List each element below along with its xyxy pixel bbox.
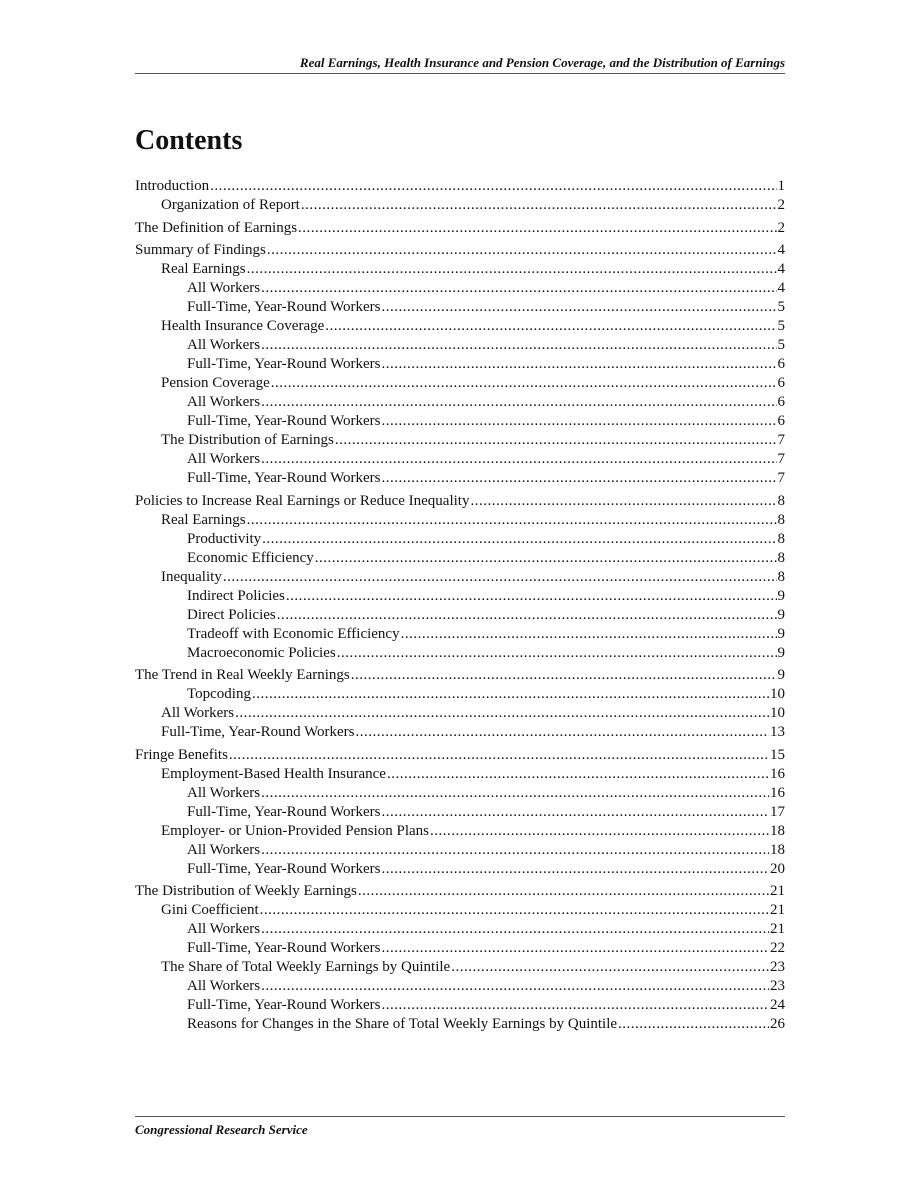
toc-entry-label: Tradeoff with Economic Efficiency <box>187 625 400 642</box>
toc-entry[interactable] <box>135 355 785 374</box>
toc-dot-leader <box>286 587 777 606</box>
toc-entry-page-number: 6 <box>777 356 785 372</box>
page-title: Contents <box>135 125 243 156</box>
toc-entry-label: All Workers <box>187 451 261 467</box>
toc-entry-label: Policies to Increase Real Earnings or Reduce Inequality <box>135 492 470 509</box>
toc-entry-label: The Distribution of Weekly Earnings <box>135 883 357 899</box>
toc-dot-leader <box>298 219 776 238</box>
toc-entry-page-number: 8 <box>777 511 785 528</box>
toc-entry-label: Topcoding <box>187 686 251 702</box>
toc-entry[interactable] <box>135 784 785 803</box>
toc-entry-page-number: 9 <box>777 606 785 623</box>
toc-entry-page-number: 16 <box>770 784 785 801</box>
toc-dot-leader <box>430 822 769 841</box>
toc-dot-leader <box>301 196 777 215</box>
toc-entry-page-number: 26 <box>770 1016 785 1032</box>
toc-dot-leader <box>247 260 777 279</box>
toc-entry-label: Full-Time, Year-Round Workers <box>187 940 381 956</box>
toc-entry-page-number: 6 <box>777 394 785 410</box>
toc-entry[interactable] <box>135 374 785 393</box>
toc-entry[interactable] <box>135 644 785 663</box>
toc-entry-label: Employment-Based Health Insurance <box>161 765 386 782</box>
toc-entry-page-number: 2 <box>777 219 785 236</box>
toc-dot-leader <box>470 492 776 511</box>
toc-dot-leader <box>271 374 777 393</box>
toc-entry[interactable] <box>135 298 785 317</box>
toc-entry[interactable] <box>135 841 785 860</box>
toc-dot-leader <box>261 784 769 803</box>
toc-dot-leader <box>382 355 777 374</box>
toc-entry-page-number: 22 <box>770 940 785 956</box>
toc-dot-leader <box>262 530 776 549</box>
toc-entry[interactable] <box>135 958 785 977</box>
toc-entry-page-number: 5 <box>777 299 785 315</box>
toc-entry-label: All Workers <box>187 841 261 858</box>
toc-entry[interactable] <box>135 704 785 723</box>
toc-entry[interactable] <box>135 822 785 841</box>
toc-dot-leader <box>235 704 769 723</box>
toc-dot-leader <box>261 450 776 469</box>
toc-entry-label: The Distribution of Earnings <box>161 432 334 448</box>
toc-entry[interactable] <box>135 1015 785 1034</box>
toc-entry[interactable] <box>135 530 785 549</box>
toc-dot-leader <box>315 549 777 568</box>
toc-dot-leader <box>261 977 769 996</box>
toc-entry-page-number: 4 <box>777 261 785 277</box>
toc-entry[interactable] <box>135 511 785 530</box>
toc-entry-label: All Workers <box>187 921 261 937</box>
toc-entry-page-number: 24 <box>770 997 785 1013</box>
toc-entry-page-number: 10 <box>770 705 785 721</box>
toc-entry-label: Fringe Benefits <box>135 746 228 763</box>
toc-entry[interactable] <box>135 196 785 215</box>
toc-entry[interactable] <box>135 996 785 1015</box>
toc-entry-label: Inequality <box>161 568 222 585</box>
toc-entry-label: Full-Time, Year-Round Workers <box>187 356 381 372</box>
toc-entry[interactable] <box>135 241 785 260</box>
toc-dot-leader <box>277 606 777 625</box>
toc-entry[interactable] <box>135 882 785 901</box>
toc-entry-page-number: 15 <box>770 746 785 763</box>
toc-dot-leader <box>382 939 769 958</box>
toc-dot-leader <box>382 412 777 431</box>
toc-dot-leader <box>267 241 777 260</box>
toc-entry-page-number: 8 <box>777 549 785 566</box>
toc-dot-leader <box>382 860 769 879</box>
toc-entry-label: Full-Time, Year-Round Workers <box>187 803 381 820</box>
toc-dot-leader <box>382 298 777 317</box>
toc-entry-page-number: 23 <box>770 959 785 975</box>
toc-dot-leader <box>261 393 776 412</box>
toc-entry[interactable] <box>135 685 785 704</box>
toc-entry-label: Full-Time, Year-Round Workers <box>187 413 381 429</box>
toc-dot-leader <box>382 803 769 822</box>
toc-dot-leader <box>325 317 776 336</box>
toc-dot-leader <box>247 511 777 530</box>
toc-entry[interactable] <box>135 606 785 625</box>
toc-dot-leader <box>401 625 777 644</box>
toc-entry-label: Real Earnings <box>161 261 246 277</box>
toc-dot-leader <box>337 644 777 663</box>
toc-dot-leader <box>335 431 777 450</box>
toc-entry[interactable] <box>135 587 785 606</box>
toc-entry-label: The Trend in Real Weekly Earnings <box>135 667 350 683</box>
toc-entry-label: All Workers <box>187 978 261 994</box>
toc-entry-page-number: 21 <box>770 921 785 937</box>
toc-dot-leader <box>261 279 776 298</box>
toc-entry[interactable] <box>135 431 785 450</box>
toc-entry-page-number: 4 <box>777 280 785 296</box>
toc-entry-page-number: 20 <box>770 860 785 877</box>
toc-entry[interactable] <box>135 920 785 939</box>
toc-entry-page-number: 13 <box>770 724 785 740</box>
toc-entry-label: The Definition of Earnings <box>135 219 298 236</box>
toc-dot-leader <box>252 685 769 704</box>
toc-entry-page-number: 5 <box>777 337 785 353</box>
toc-entry[interactable] <box>135 549 785 568</box>
toc-entry-label: Full-Time, Year-Round Workers <box>187 470 381 486</box>
toc-entry-page-number: 9 <box>777 667 785 683</box>
toc-dot-leader <box>210 177 776 196</box>
toc-dot-leader <box>261 336 776 355</box>
toc-entry[interactable] <box>135 393 785 412</box>
toc-dot-leader <box>261 920 769 939</box>
toc-entry-label: All Workers <box>187 337 261 353</box>
toc-entry-page-number: 17 <box>770 803 785 820</box>
toc-dot-leader <box>618 1015 769 1034</box>
toc-entry-label: Macroeconomic Policies <box>187 644 336 661</box>
toc-entry-label: Productivity <box>187 530 262 547</box>
toc-dot-leader <box>358 882 769 901</box>
table-of-contents <box>135 177 785 1034</box>
toc-entry[interactable] <box>135 568 785 587</box>
toc-entry-label: All Workers <box>187 280 261 296</box>
toc-dot-leader <box>351 666 777 685</box>
toc-entry[interactable] <box>135 260 785 279</box>
toc-entry-label: Real Earnings <box>161 511 246 528</box>
toc-entry[interactable] <box>135 765 785 784</box>
toc-entry-page-number: 8 <box>777 492 785 509</box>
toc-entry-page-number: 10 <box>770 686 785 702</box>
toc-dot-leader <box>260 901 769 920</box>
toc-entry[interactable] <box>135 860 785 879</box>
toc-entry[interactable] <box>135 450 785 469</box>
toc-entry-label: Full-Time, Year-Round Workers <box>161 724 355 740</box>
toc-entry-label: Introduction <box>135 178 210 194</box>
toc-dot-leader <box>261 841 769 860</box>
toc-entry-page-number: 9 <box>777 625 785 642</box>
toc-entry-page-number: 21 <box>770 902 785 918</box>
toc-entry-page-number: 16 <box>770 765 785 782</box>
toc-entry-page-number: 9 <box>777 587 785 604</box>
toc-entry-label: Full-Time, Year-Round Workers <box>187 299 381 315</box>
toc-entry[interactable] <box>135 279 785 298</box>
toc-entry-label: All Workers <box>161 705 235 721</box>
toc-entry[interactable] <box>135 219 785 238</box>
toc-dot-leader <box>387 765 769 784</box>
toc-entry-label: Gini Coefficient <box>161 902 259 918</box>
running-header: Real Earnings, Health Insurance and Pension Coverage, and the Distribution of Earnings <box>135 55 785 74</box>
toc-entry-page-number: 7 <box>777 432 785 448</box>
toc-entry[interactable] <box>135 492 785 511</box>
toc-entry-page-number: 1 <box>777 178 785 194</box>
toc-entry[interactable] <box>135 412 785 431</box>
toc-entry-page-number: 23 <box>770 978 785 994</box>
toc-entry-page-number: 18 <box>770 822 785 839</box>
toc-entry-label: Organization of Report <box>161 197 300 213</box>
toc-entry-page-number: 8 <box>777 530 785 547</box>
toc-entry-page-number: 7 <box>777 451 785 467</box>
toc-entry[interactable] <box>135 723 785 742</box>
toc-entry-page-number: 4 <box>777 242 785 258</box>
running-footer: Congressional Research Service <box>135 1116 785 1138</box>
toc-dot-leader <box>223 568 777 587</box>
toc-entry-page-number: 5 <box>777 318 785 334</box>
toc-entry-label: Health Insurance Coverage <box>161 318 325 334</box>
toc-entry-label: Indirect Policies <box>187 587 285 604</box>
toc-entry-label: Direct Policies <box>187 606 276 623</box>
toc-dot-leader <box>356 723 769 742</box>
toc-entry[interactable] <box>135 666 785 685</box>
toc-entry-label: Economic Efficiency <box>187 549 314 566</box>
toc-entry-label: The Share of Total Weekly Earnings by Quintile <box>161 959 451 975</box>
toc-entry[interactable] <box>135 901 785 920</box>
toc-entry-page-number: 8 <box>777 568 785 585</box>
toc-entry[interactable] <box>135 939 785 958</box>
toc-entry[interactable] <box>135 746 785 765</box>
toc-dot-leader <box>382 469 777 488</box>
toc-dot-leader <box>229 746 769 765</box>
toc-entry-label: Employer- or Union-Provided Pension Plans <box>161 822 430 839</box>
toc-entry-page-number: 7 <box>777 470 785 486</box>
toc-entry[interactable] <box>135 336 785 355</box>
toc-entry[interactable] <box>135 625 785 644</box>
toc-entry-label: Reasons for Changes in the Share of Total Weekly Earnings by Quintile <box>187 1016 618 1032</box>
toc-entry-page-number: 6 <box>777 375 785 391</box>
toc-entry[interactable] <box>135 177 785 196</box>
toc-entry[interactable] <box>135 469 785 488</box>
toc-entry-page-number: 18 <box>770 841 785 858</box>
toc-dot-leader <box>382 996 769 1015</box>
toc-entry-page-number: 6 <box>777 413 785 429</box>
toc-entry-label: Full-Time, Year-Round Workers <box>187 860 381 877</box>
toc-entry-label: All Workers <box>187 394 261 410</box>
toc-entry-page-number: 9 <box>777 644 785 661</box>
toc-entry-page-number: 2 <box>777 197 785 213</box>
toc-entry-label: Full-Time, Year-Round Workers <box>187 997 381 1013</box>
toc-entry[interactable] <box>135 803 785 822</box>
toc-entry-label: Pension Coverage <box>161 375 270 391</box>
toc-entry-page-number: 21 <box>770 883 785 899</box>
toc-entry-label: All Workers <box>187 784 261 801</box>
toc-entry[interactable] <box>135 977 785 996</box>
toc-entry[interactable] <box>135 317 785 336</box>
toc-entry-label: Summary of Findings <box>135 242 266 258</box>
toc-dot-leader <box>451 958 769 977</box>
